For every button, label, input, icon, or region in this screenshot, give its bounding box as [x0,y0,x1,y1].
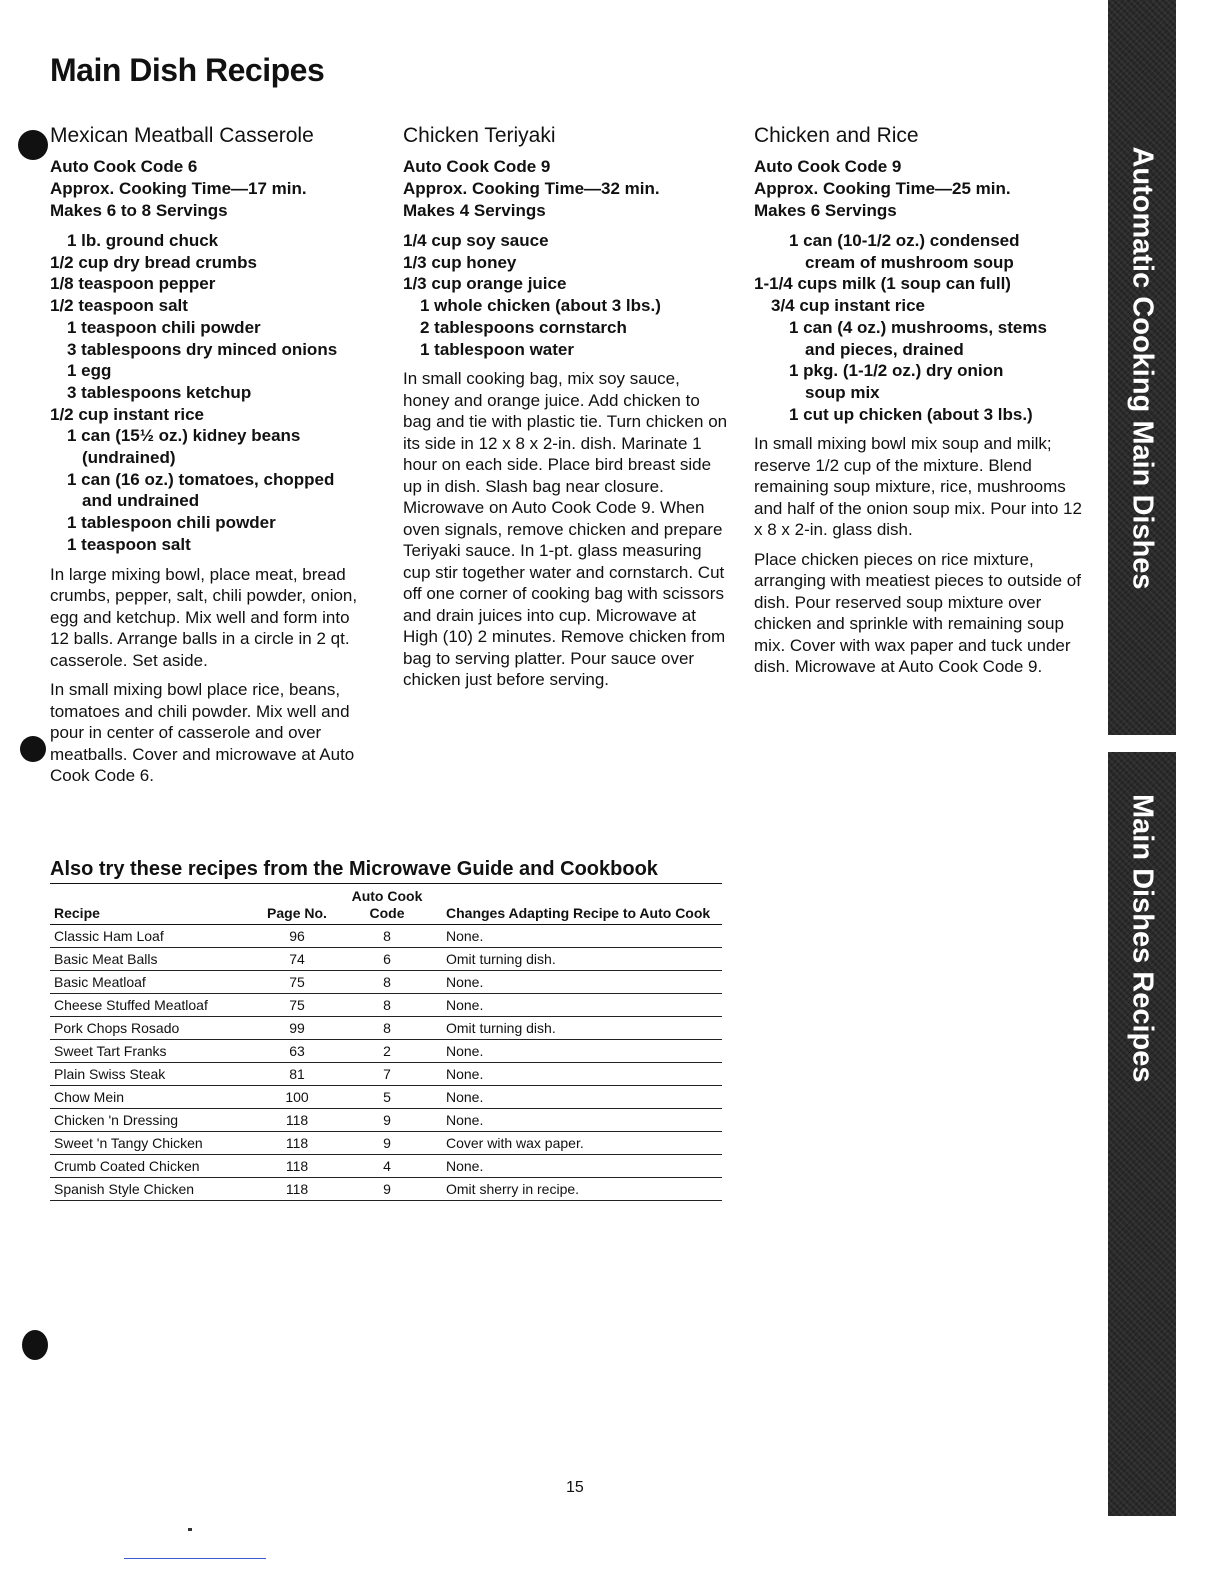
cell-page: 96 [248,925,346,948]
cell-code: 4 [346,1155,428,1178]
cell-code: 9 [346,1132,428,1155]
ingredient: 1 can (16 oz.) tomatoes, chopped [67,469,335,489]
table-row [50,1178,722,1201]
ingredient: 1/3 cup orange juice [403,274,567,294]
servings: Makes 4 Servings [403,201,546,220]
side-tab-label: Automatic Cooking Main Dishes [1126,145,1159,590]
ingredient: 1 pkg. (1-1/2 oz.) dry onion [789,361,1004,381]
cell-recipe: Cheese Stuffed Meatloaf [50,994,248,1017]
cell-page: 75 [248,971,346,994]
header-code-line2: Code [369,905,405,921]
ingredient: 1/4 cup soy sauce [403,231,549,250]
ingredient: and undrained [82,491,200,511]
ingredient: soup mix [805,382,880,402]
cooking-time: Approx. Cooking Time—32 min. [403,179,660,198]
ingredient: cream of mushroom soup [805,252,1014,272]
ingredient: 3 tablespoons ketchup [67,382,252,402]
side-tab-main-dishes-recipes [1108,752,1176,1516]
cell-changes: Cover with wax paper. [428,1132,722,1155]
header-code-line1: Auto Cook [351,888,423,904]
side-tab-automatic-cooking [1108,0,1176,735]
cell-page: 63 [248,1040,346,1063]
ingredient: 1 can (10-1/2 oz.) condensed [789,231,1020,250]
cell-code: 7 [346,1063,428,1086]
cell-page: 118 [248,1178,346,1201]
page-title: Main Dish Recipes [50,52,325,88]
cell-page: 100 [248,1086,346,1109]
auto-cook-code: Auto Cook Code 9 [754,157,902,176]
ingredient: 1 whole chicken (about 3 lbs.) [420,296,661,316]
table-row [50,948,722,971]
cell-page: 118 [248,1109,346,1132]
table-row [50,1132,722,1155]
punch-hole [22,1330,48,1360]
cell-code: 8 [346,925,428,948]
cell-page: 75 [248,994,346,1017]
cell-recipe: Pork Chops Rosado [50,1017,248,1040]
cell-changes: None. [428,1040,722,1063]
cell-changes: Omit turning dish. [428,1017,722,1040]
cell-code: 9 [346,1178,428,1201]
header-auto-cook-code [346,888,428,925]
cell-recipe: Basic Meatloaf [50,971,248,994]
cell-changes: Omit turning dish. [428,948,722,971]
ingredient-list [403,230,728,360]
cell-code: 2 [346,1040,428,1063]
ingredient: 1 tablespoon water [420,339,574,359]
cell-code: 8 [346,1017,428,1040]
also-try-heading: Also try these recipes from the Microwave Guide and Cookbook [50,856,722,884]
table-row [50,1017,722,1040]
cell-recipe: Chow Mein [50,1086,248,1109]
cell-recipe: Sweet 'n Tangy Chicken [50,1132,248,1155]
table-row [50,1155,722,1178]
side-tab-label: Main Dishes Recipes [1126,794,1159,1083]
ingredient-list [50,230,370,556]
directions: In small mixing bowl mix soup and milk; reserve 1/2 cup of the mixture. Blend remaining soup mixture, rice, mushrooms and half of the onion soup mix. Pour into 12 x 8 x 2-in. glass dish. [754,434,1082,540]
cell-recipe: Basic Meat Balls [50,948,248,971]
table-row [50,971,722,994]
ingredient: 1/3 cup honey [403,252,517,272]
cooking-time: Approx. Cooking Time—17 min. [50,179,307,198]
table-header-row [50,888,722,925]
cell-page: 99 [248,1017,346,1040]
cell-page: 74 [248,948,346,971]
servings: Makes 6 Servings [754,201,897,220]
directions: Place chicken pieces on rice mixture, arranging with meatiest pieces to outside of dish. Pour reserved soup mixture over chicken and sprinkle with remaining soup mix. Cover with wax paper and tuck under dish. Microwave at Auto Cook Code 9. [754,549,1081,677]
cell-recipe: Sweet Tart Franks [50,1040,248,1063]
ingredient: 1 can (15½ oz.) kidney beans [67,426,301,446]
cell-changes: None. [428,1155,722,1178]
ingredient: 1/2 cup dry bread crumbs [50,252,257,272]
ingredient: 1 cut up chicken (about 3 lbs.) [789,404,1033,424]
cell-page: 118 [248,1132,346,1155]
ingredient: 1 lb. ground chuck [67,231,219,250]
cell-changes: None. [428,1063,722,1086]
footer-rule [124,1558,266,1559]
auto-cook-code: Auto Cook Code 9 [403,157,551,176]
header-recipe: Recipe [50,888,248,925]
directions: In large mixing bowl, place meat, bread crumbs, pepper, salt, chili powder, onion, egg and ketchup. Mix well and form into 12 balls. Arrange balls in a circle in 2 qt. casserole. Set aside. [50,564,358,670]
header-changes: Changes Adapting Recipe to Auto Cook [428,888,722,925]
cell-page: 118 [248,1155,346,1178]
ingredient: 1/2 cup instant rice [50,404,204,424]
page-number: 15 [566,1479,584,1496]
ingredient: 1/8 teaspoon pepper [50,274,216,294]
cell-recipe: Spanish Style Chicken [50,1178,248,1201]
table-row [50,1086,722,1109]
table-row [50,1109,722,1132]
cell-changes: None. [428,925,722,948]
directions: In small mixing bowl place rice, beans, tomatoes and chili powder. Mix well and pour in center of casserole and over meatballs. Cover and microwave at Auto Cook Code 6. [50,680,355,786]
cell-changes: None. [428,1109,722,1132]
speck [188,1528,192,1531]
punch-hole [18,130,48,160]
table-row [50,925,722,948]
header-page: Page No. [248,888,346,925]
cell-code: 5 [346,1086,428,1109]
ingredient: (undrained) [82,448,176,468]
cooking-time: Approx. Cooking Time—25 min. [754,179,1011,198]
cell-changes: None. [428,1086,722,1109]
recipe-title: Chicken Teriyaki [403,124,556,147]
recipe-title: Mexican Meatball Casserole [50,124,314,147]
ingredient: 1-1/4 cups milk (1 soup can full) [754,274,1011,294]
ingredient: 1/2 teaspoon salt [50,296,188,316]
cell-code: 8 [346,994,428,1017]
punch-hole [20,736,46,762]
cell-changes: None. [428,971,722,994]
cell-recipe: Crumb Coated Chicken [50,1155,248,1178]
cell-recipe: Chicken 'n Dressing [50,1109,248,1132]
ingredient: 1 teaspoon chili powder [67,317,261,337]
cell-recipe: Classic Ham Loaf [50,925,248,948]
also-try-section [50,856,722,1201]
ingredient-list [754,230,1084,425]
cell-code: 6 [346,948,428,971]
also-try-table [50,888,722,1201]
ingredient: 1 egg [67,361,112,381]
cell-code: 9 [346,1109,428,1132]
cell-changes: Omit sherry in recipe. [428,1178,722,1201]
ingredient: 3/4 cup instant rice [771,296,925,316]
ingredient: 1 teaspoon salt [67,534,191,554]
cell-recipe: Plain Swiss Steak [50,1063,248,1086]
ingredient: 3 tablespoons dry minced onions [67,339,338,359]
cell-code: 8 [346,971,428,994]
ingredient: and pieces, drained [805,339,964,359]
table-row [50,1063,722,1086]
recipe-mexican-meatball-casserole [50,122,370,795]
cell-changes: None. [428,994,722,1017]
table-row [50,994,722,1017]
ingredient: 1 tablespoon chili powder [67,513,276,533]
table-row [50,1040,722,1063]
ingredient: 1 can (4 oz.) mushrooms, stems [789,317,1047,337]
directions: In small cooking bag, mix soy sauce, honey and orange juice. Add chicken to bag and tie with plastic tie. Turn chicken on its side in 12 x 8 x 2-in. dish. Marinate 1 hour on each side. Place bird breast side up in dish. Slash bag near closure. Microwave on Auto Cook Code 9. When oven signals, remove chicken and prepare Teriyaki sauce. In 1-pt. glass measuring cup stir together water and cornstarch. Cut off one corner of cooking bag with scissors and drain juices into cup. Microwave at High (10) 2 minutes. Remove chicken from bag to serving platter. Pour sauce over chicken just before serving. [403,369,728,690]
servings: Makes 6 to 8 Servings [50,201,228,220]
cell-page: 81 [248,1063,346,1086]
recipe-chicken-teriyaki [403,122,728,699]
recipe-chicken-and-rice [754,122,1084,686]
auto-cook-code: Auto Cook Code 6 [50,157,198,176]
ingredient: 2 tablespoons cornstarch [420,317,627,337]
recipe-title: Chicken and Rice [754,124,919,147]
